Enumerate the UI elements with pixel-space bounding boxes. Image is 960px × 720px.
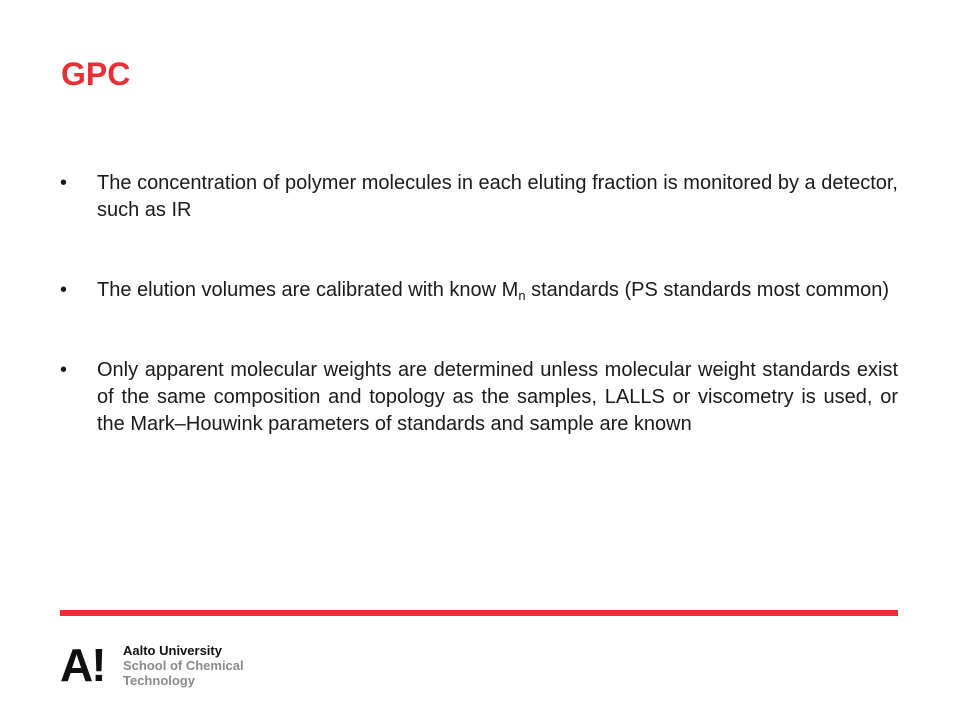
bullet-text: The elution volumes are calibrated with know M [97, 279, 519, 301]
university-name: Aalto University [123, 643, 222, 658]
bullet-marker: • [60, 172, 68, 194]
slide-title: GPC [61, 56, 131, 92]
university-name-block [123, 643, 244, 688]
subscript-n: n [518, 288, 526, 303]
school-name-line1: School of Chemical [123, 658, 244, 673]
bullet-list [60, 170, 898, 491]
bullet-text: Only apparent molecular weights are determined unless molecular weight standards exist of the same composition and topology as the samples, LALLS or viscometry is used, or the Mark–Houwink parameters of standards and sample are known [97, 359, 898, 435]
bullet-marker: • [60, 359, 68, 381]
bullet-item-calibration [60, 277, 898, 304]
bullet-marker: • [60, 279, 68, 301]
bullet-item-apparent-weights [60, 357, 898, 438]
school-name-line2: Technology [123, 673, 195, 688]
bullet-text-continued: standards (PS standards most common) [525, 279, 890, 301]
aalto-logo-icon: A! [60, 639, 105, 691]
bullet-text: The concentration of polymer molecules in each eluting fraction is monitored by a detector, such as IR [97, 172, 898, 221]
footer-divider [60, 610, 898, 616]
bullet-item-detector [60, 170, 898, 224]
